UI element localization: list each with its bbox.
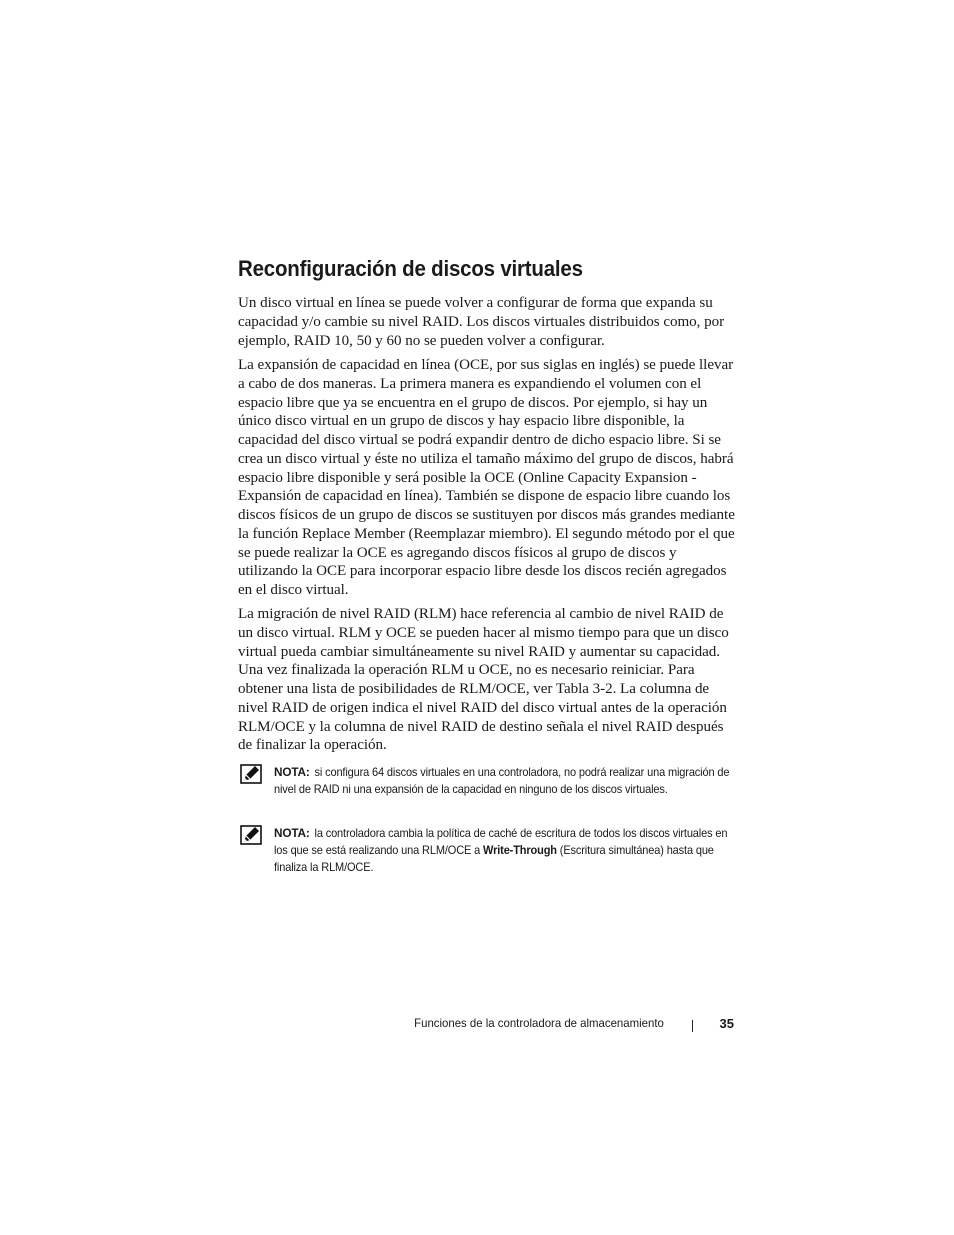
body-paragraph-2: La expansión de capacidad en línea (OCE, por sus siglas en inglés) se puede llevar a cabo de dos maneras. La primera manera es expandiendo el volumen con el espacio libre que ya se encuentra en el grupo de discos. Por ejemplo, si hay un único disco virtual en un grupo de discos y hay espacio libre disponible, la capacidad del disco virtual se podrá expandir dentro de dicho espacio libre. Si se crea un disco virtual y éste no utiliza el tamaño máximo del grupo de discos, habrá espacio libre disponible y será posible la OCE (Online Capacity Expansion - Expansión de capacidad en línea). También se dispone de espacio libre cuando los discos físicos de un grupo de discos se sustituyen por discos más grandes mediante la función Replace Member (Reemplazar miembro). El segundo método por el que se puede realizar la OCE es agregando discos físicos al grupo de discos y utilizando la OCE para incorporar espacio libre desde los discos recién agregados en el disco virtual.: [238, 357, 735, 598]
pencil-note-icon: [240, 825, 262, 845]
page-title: Reconfiguración de discos virtuales: [238, 256, 583, 281]
note-2: [240, 825, 740, 877]
footer-section-title: Funciones de la controladora de almacenamiento: [414, 1016, 664, 1030]
note-1: [240, 764, 740, 798]
pencil-note-icon: [240, 764, 262, 784]
note-2-write-through: Write-Through: [483, 844, 557, 858]
body-paragraph-1: Un disco virtual en línea se puede volver a configurar de forma que expanda su capacidad y/o cambie su nivel RAID. Los discos virtuales distribuidos como, por ejemplo, RAID 10, 50 y 60 no se pueden volver a configurar.: [238, 295, 725, 349]
note-1-text: [274, 764, 743, 798]
note-2-text: [274, 825, 743, 877]
footer-separator: [692, 1020, 693, 1032]
body-paragraph-3: La migración de nivel RAID (RLM) hace referencia al cambio de nivel RAID de un disco virtual. RLM y OCE se pueden hacer al mismo tiempo para que un disco virtual pueda cambiar simultáneamente su nivel RAID y aumentar su capacidad. Una vez finalizada la operación RLM u OCE, no es necesario reiniciar. Para obtener una lista de posibilidades de RLM/OCE, ver Tabla 3-2. La columna de nivel RAID de origen indica el nivel RAID del disco virtual antes de la operación RLM/OCE y la columna de nivel RAID de destino señala el nivel RAID después de finalizar la operación.: [238, 606, 729, 754]
note-1-label: NOTA:: [274, 765, 310, 779]
note-2-body-after: (Escritura simultánea) hasta que finaliza la RLM/OCE.: [274, 844, 714, 875]
page-number: 35: [719, 1016, 734, 1031]
note-1-body: si configura 64 discos virtuales en una controladora, no podrá realizar una migración de nivel de RAID ni una expansión de la capacidad en ninguno de los discos virtuales.: [274, 766, 730, 797]
note-2-body-before: la controladora cambia la política de caché de escritura de todos los discos virtuales en los que se está realizando una RLM/OCE a: [274, 827, 728, 858]
note-2-label: NOTA:: [274, 826, 310, 840]
page-footer: [300, 1016, 736, 1034]
